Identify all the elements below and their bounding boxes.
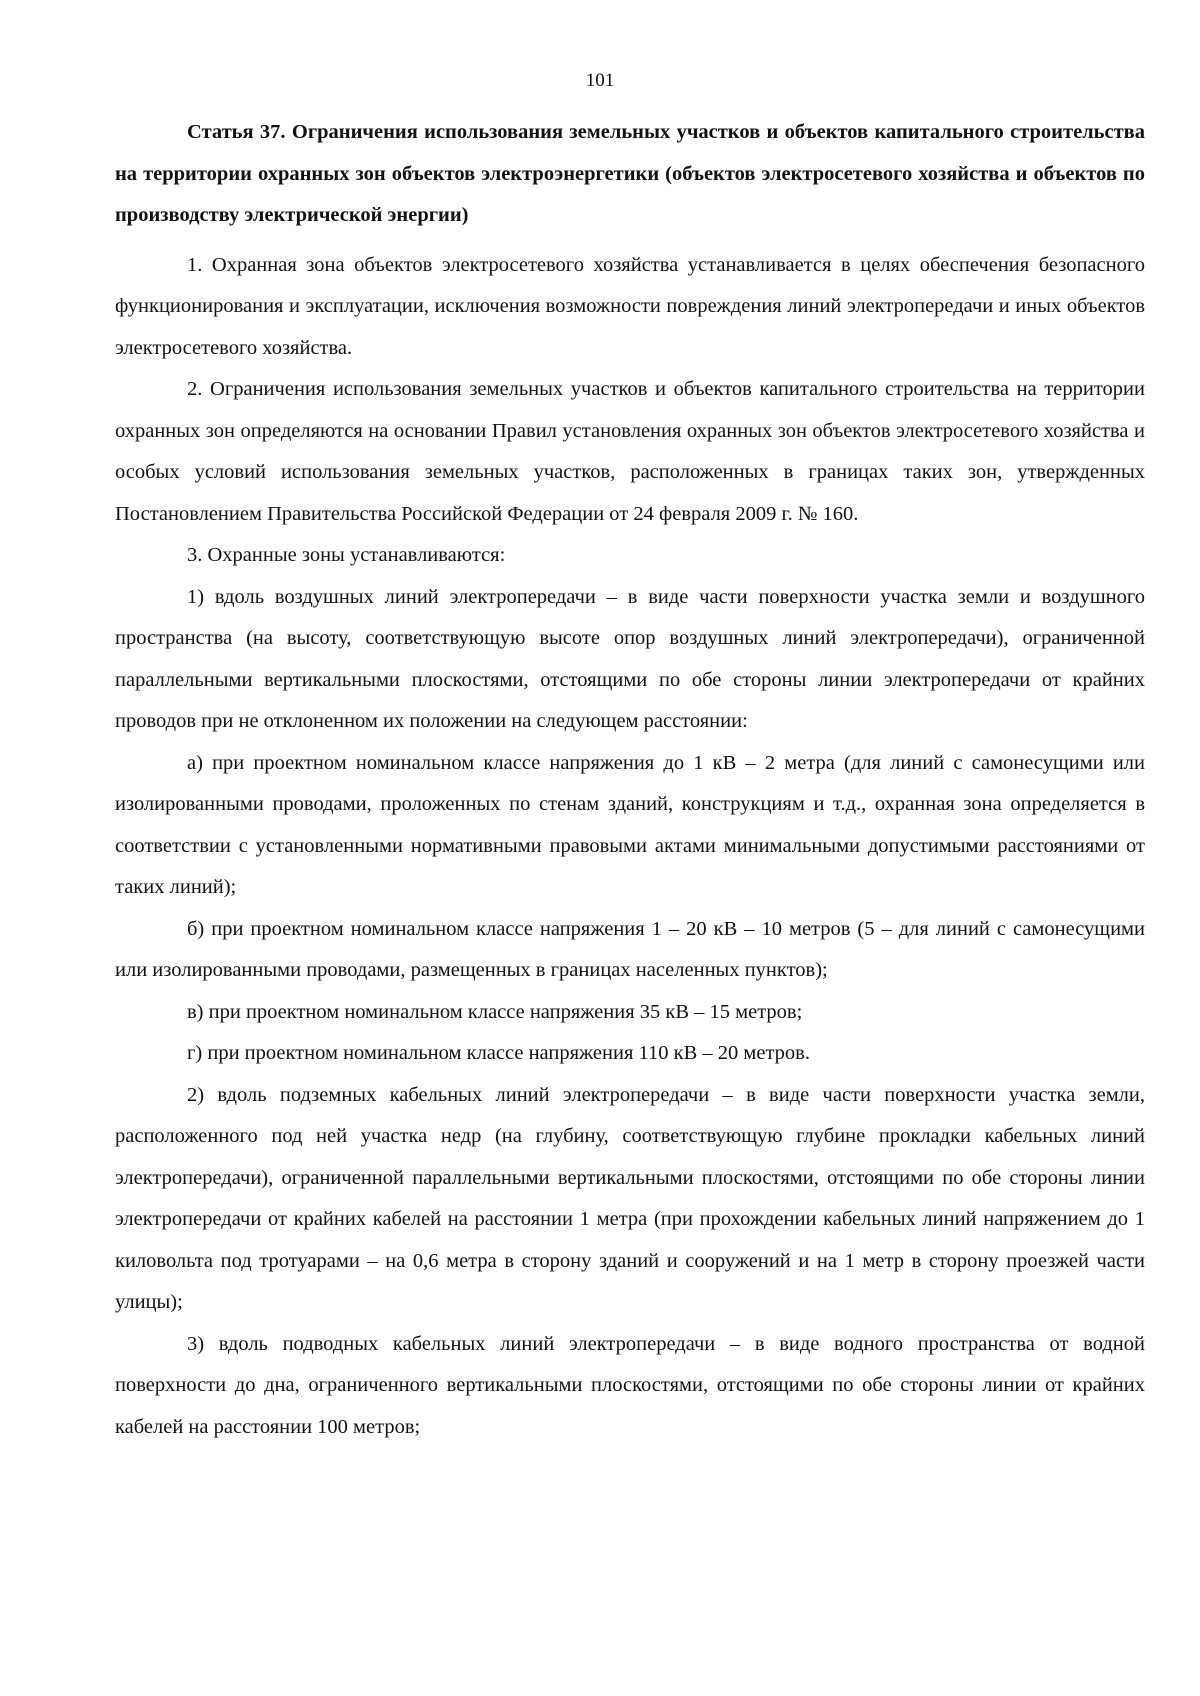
paragraph-2: 2. Ограничения использования земельных участков и объектов капитального строительства на территории охранных зон определяются на основании Правил установления охранных зон объектов электросетевого хозяйства и особых условий использования земельных участков, расположенных в границах таких зон, утвержденных Постановлением Правительства Российской Федерации от 24 февраля 2009 г. № 160.	[115, 378, 1145, 525]
page-number: 101	[585, 70, 615, 91]
paragraph-3-1: 1) вдоль воздушных линий электропередачи – в виде части поверхности участка земли и воздушного пространства (на высоту, соответствующую высоте опор воздушных линий электропередачи), ограниченной параллельными вертикальными плоскостями, отстоящими по обе стороны линии электропередачи от крайних проводов при не отклоненном их положении на следующем расстоянии:	[115, 585, 1145, 732]
paragraph-3: 3. Охранные зоны устанавливаются:	[187, 544, 506, 566]
paragraph-3-3: 3) вдоль подводных кабельных линий электропередачи – в виде водного пространства от водной поверхности до дна, ограниченного вертикальными плоскостями, отстоящими по обе стороны линии от крайних кабелей на расстоянии 100 метров;	[115, 1332, 1145, 1438]
article-heading: Статья 37. Ограничения использования земельных участков и объектов капитального строительства на территории охранных зон объектов электроэнергетики (объектов электросетевого хозяйства и объектов по производству электрической энергии)	[115, 121, 1145, 226]
paragraph-3-1-v: в) при проектном номинальном классе напряжения 35 кВ – 15 метров;	[187, 1000, 803, 1023]
paragraph-3-1-g: г) при проектном номинальном классе напряжения 110 кВ – 20 метров.	[187, 1042, 810, 1064]
paragraph-3-1-a: а) при проектном номинальном классе напряжения до 1 кВ – 2 метра (для линий с самонесущими или изолированными проводами, проложенных по стенам зданий, конструкциям и т.д., охранная зона определяется в соответствии с установленными нормативными правовыми актами минимальными допустимыми расстояниями от таких линий);	[115, 751, 1145, 898]
paragraph-1: 1. Охранная зона объектов электросетевого хозяйства устанавливается в целях обеспечения безопасного функционирования и эксплуатации, исключения возможности повреждения линий электропередачи и иных объектов электросетевого хозяйства.	[115, 253, 1145, 359]
document-body	[115, 112, 1145, 1448]
paragraph-3-2: 2) вдоль подземных кабельных линий электропередачи – в виде части поверхности участка земли, расположенного под ней участка недр (на глубину, соответствующую глубине прокладки кабельных линий электропередачи), ограниченной параллельными вертикальными плоскостями, отстоящими по обе стороны линии электропередачи от крайних кабелей на расстоянии 1 метра (при прохождении кабельных линий напряжением до 1 киловольта под тротуарами – на 0,6 метра в сторону зданий и сооружений и на 1 метр в сторону проезжей части улицы);	[115, 1083, 1145, 1313]
paragraph-3-1-b: б) при проектном номинальном классе напряжения 1 – 20 кВ – 10 метров (5 – для линий с самонесущими или изолированными проводами, размещенных в границах населенных пунктов);	[115, 917, 1145, 981]
